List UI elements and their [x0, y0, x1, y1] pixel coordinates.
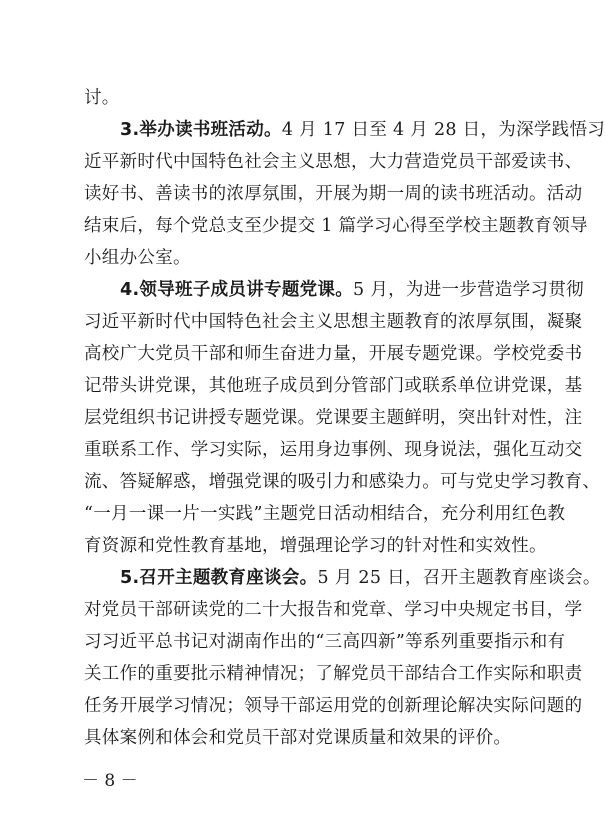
text-line: 讨。	[84, 88, 120, 108]
page-number: － 8 －	[82, 771, 138, 791]
text-line: 层党组织书记讲授专题党课。党课要主题鲜明，突出针对性，注	[84, 408, 583, 428]
text-line: 重联系工作、学习实际，运用身边事例、现身说法，强化互动交	[84, 440, 583, 460]
text-line: 关工作的重要批示精神情况；了解党员干部结合工作实际和职责	[84, 664, 583, 684]
section-3-heading: 3.举办读书班活动。	[120, 120, 282, 140]
text-line: 小组办公室。	[84, 248, 191, 268]
text-line: 习习近平总书记对湖南作出的“三高四新”等系列重要指示和有	[84, 632, 566, 652]
text-line: 结束后，每个党总支至少提交 1 篇学习心得至学校主题教育领导	[84, 216, 588, 236]
text-line: 习近平新时代中国特色社会主义思想主题教育的浓厚氛围，凝聚	[84, 312, 583, 332]
text-span: 4 月 17 日至 4 月 28 日，为深学践悟习	[281, 120, 605, 140]
text-span: 5 月，为进一步营造学习贯彻	[353, 280, 584, 300]
section-3-first-line	[120, 118, 605, 142]
text-line: “一月一课一片一实践”主题党日活动相结合，充分利用红色教	[84, 504, 566, 524]
text-line: 记带头讲党课，其他班子成员到分管部门或联系单位讲党课，基	[84, 376, 583, 396]
text-line: 近平新时代中国特色社会主义思想，大力营造党员干部爱读书、	[84, 152, 583, 172]
text-line: 对党员干部研读党的二十大报告和党章、学习中央规定书目，学	[84, 600, 583, 620]
text-line: 流、答疑解惑，增强党课的吸引力和感染力。可与党史学习教育、	[84, 472, 601, 492]
section-4-first-line	[120, 278, 584, 302]
text-line: 任务开展学习情况；领导干部运用党的创新理论解决实际问题的	[84, 696, 583, 716]
section-5-first-line	[120, 566, 601, 590]
section-4-heading: 4.领导班子成员讲专题党课。	[120, 280, 354, 300]
text-line: 育资源和党性教育基地，增强理论学习的针对性和实效性。	[84, 536, 547, 556]
text-span: 5 月 25 日，召开主题教育座谈会。	[317, 568, 601, 588]
text-line: 读好书、善读书的浓厚氛围，开展为期一周的读书班活动。活动	[84, 184, 583, 204]
text-line: 高校广大党员干部和师生奋进力量，开展专题党课。学校党委书	[84, 344, 583, 364]
section-5-heading: 5.召开主题教育座谈会。	[120, 568, 318, 588]
text-line: 具体案例和体会和党员干部对党课质量和效果的评价。	[84, 728, 512, 748]
